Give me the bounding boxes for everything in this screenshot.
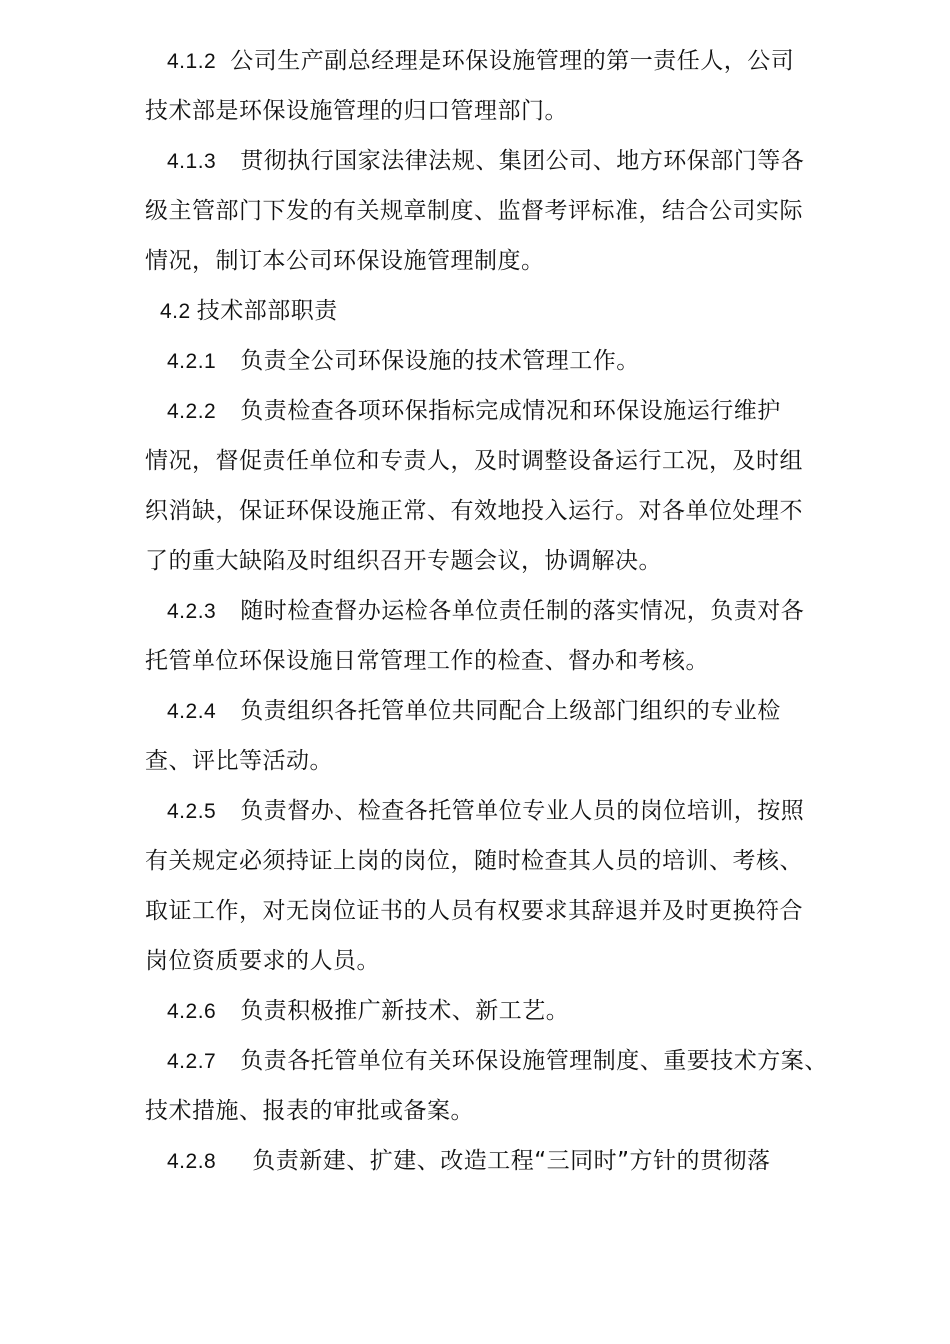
line-text: 情况，督促责任单位和专责人，及时调整设备运行工况，及时组 <box>145 448 803 474</box>
line-text: 负责新建、扩建、改造工程“三同时”方针的贯彻落 <box>252 1148 771 1174</box>
line-text: 岗位资质要求的人员。 <box>145 948 380 974</box>
section-heading <box>160 296 338 326</box>
line-text: 负责组织各托管单位共同配合上级部门组织的专业检 <box>240 698 781 724</box>
clause-number: 4.2.8 <box>167 1150 217 1173</box>
line-text: 随时检查督办运检各单位责任制的落实情况，负责对各 <box>240 598 805 624</box>
line-text: 情况，制订本公司环保设施管理制度。 <box>145 248 545 274</box>
line-text: 技术部部职责 <box>196 298 338 324</box>
line-text: 取证工作，对无岗位证书的人员有权要求其辞退并及时更换符合 <box>145 898 803 924</box>
paragraph-line <box>145 446 803 476</box>
paragraph-line <box>145 196 803 226</box>
paragraph-line <box>145 846 803 876</box>
clause-number: 4.1.3 <box>167 150 217 173</box>
paragraph-line <box>145 546 662 576</box>
line-text: 负责全公司环保设施的技术管理工作。 <box>240 348 640 374</box>
line-text: 织消缺，保证环保设施正常、有效地投入运行。对各单位处理不 <box>145 498 803 524</box>
paragraph-line <box>167 796 804 826</box>
clause-number: 4.2.4 <box>167 700 217 723</box>
paragraph-line <box>145 746 333 776</box>
clause-number: 4.2.7 <box>167 1050 217 1073</box>
clause-number: 4.2.1 <box>167 350 217 373</box>
paragraph-line <box>167 146 804 176</box>
paragraph-line <box>145 1096 474 1126</box>
clause-number: 4.2.2 <box>167 400 217 423</box>
clause-number: 4.1.2 <box>167 50 217 73</box>
line-text: 技术部是环保设施管理的归口管理部门。 <box>145 98 568 124</box>
line-text: 技术措施、报表的审批或备案。 <box>145 1098 474 1124</box>
paragraph-line <box>167 696 781 726</box>
paragraph-line <box>145 646 709 676</box>
line-text: 负责督办、检查各托管单位专业人员的岗位培训，按照 <box>240 798 805 824</box>
paragraph-line <box>145 246 545 276</box>
paragraph-line <box>167 46 794 76</box>
paragraph-line <box>145 896 803 926</box>
paragraph-line <box>167 1146 771 1176</box>
paragraph-line <box>145 946 380 976</box>
paragraph-line <box>145 496 803 526</box>
paragraph-line <box>167 996 569 1026</box>
paragraph-line <box>167 396 781 426</box>
line-text: 托管单位环保设施日常管理工作的检查、督办和考核。 <box>145 648 709 674</box>
line-text: 负责积极推广新技术、新工艺。 <box>240 998 570 1024</box>
line-text: 级主管部门下发的有关规章制度、监督考评标准，结合公司实际 <box>145 198 803 224</box>
paragraph-line <box>167 1046 828 1076</box>
line-text: 负责检查各项环保指标完成情况和环保设施运行维护 <box>240 398 781 424</box>
line-text: 贯彻执行国家法律法规、集团公司、地方环保部门等各 <box>240 148 805 174</box>
paragraph-line <box>167 346 640 376</box>
line-text: 公司生产副总经理是环保设施管理的第一责任人，公司 <box>230 48 795 74</box>
line-text: 有关规定必须持证上岗的岗位，随时检查其人员的培训、考核、 <box>145 848 803 874</box>
clause-number: 4.2.5 <box>167 800 217 823</box>
line-text: 了的重大缺陷及时组织召开专题会议，协调解决。 <box>145 548 662 574</box>
paragraph-line <box>145 96 568 126</box>
line-text: 负责各托管单位有关环保设施管理制度、重要技术方案、 <box>240 1048 828 1074</box>
clause-number: 4.2 <box>160 300 191 323</box>
clause-number: 4.2.6 <box>167 1000 217 1023</box>
line-text: 查、评比等活动。 <box>145 748 333 774</box>
paragraph-line <box>167 596 804 626</box>
clause-number: 4.2.3 <box>167 600 217 623</box>
